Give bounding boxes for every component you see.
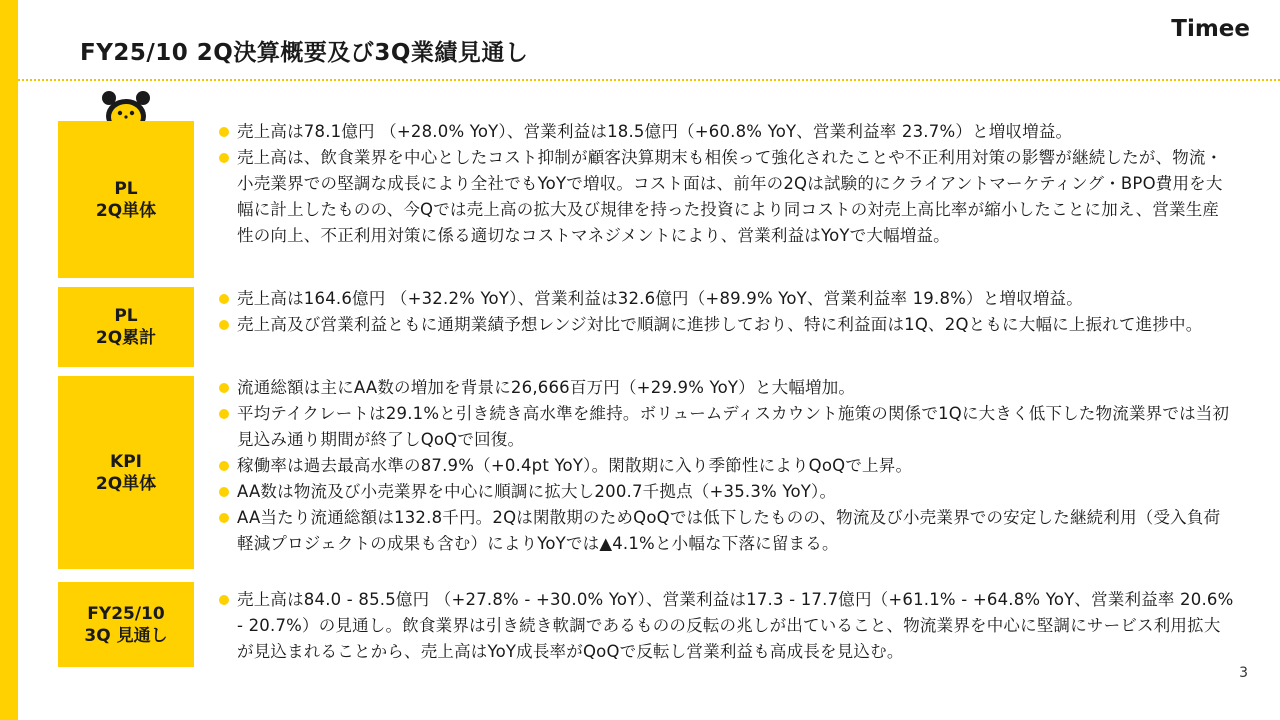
bullet-dot-icon [219, 461, 229, 471]
bullet-dot-icon [219, 409, 229, 419]
bullet-list-pl-2q-single [215, 119, 1235, 249]
section-label-line1: PL [114, 178, 138, 199]
bullet-item: 稼働率は過去最高水準の87.9%（+0.4pt YoY）。閑散期に入り季節性によりQoQで上昇。 [215, 453, 1235, 479]
bullet-item: AA数は物流及び小売業界を中心に順調に拡大し200.7千拠点（+35.3% YoY）。 [215, 479, 1235, 505]
bullet-item: 平均テイクレートは29.1%と引き続き高水準を維持。ボリュームディスカウント施策の関係で1Qに大きく低下した物流業界では当初見込み通り期間が終了しQoQで回復。 [215, 401, 1235, 453]
bullet-dot-icon [219, 294, 229, 304]
section-label-kpi-2q-single [58, 376, 194, 569]
panda-mascot-icon [100, 86, 152, 122]
timee-logo: Timee [1171, 16, 1250, 42]
bullet-dot-icon [219, 383, 229, 393]
left-accent-bar [0, 0, 18, 720]
page-title: FY25/10 2Q決算概要及び3Q業績見通し [80, 40, 529, 66]
bullet-item: 流通総額は主にAA数の増加を背景に26,666百万円（+29.9% YoY）と大幅増加。 [215, 375, 1235, 401]
bullet-dot-icon [219, 595, 229, 605]
section-label-line2: 2Q累計 [95, 328, 157, 348]
bullet-item: 売上高は、飲食業界を中心としたコスト抑制が顧客決算期末も相俟って強化されたことや不正利用対策の影響が継続したが、物流・小売業界での堅調な成長により全社でもYoYで増収。コスト面は、前年の2Qは試験的にクライアントマーケティング・BPO費用を大幅に計上したものの、今Qでは売上高の拡大及び規律を持った投資により同コストの対売上高比率が縮小したことに加え、営業生産性の向上、不正利用対策に係る適切なコストマネジメントにより、営業利益はYoYで大幅増益。 [215, 145, 1235, 249]
bullet-list-fy25-3q-outlook [215, 587, 1235, 665]
page-number: 3 [1239, 665, 1248, 681]
bullet-dot-icon [219, 127, 229, 137]
bullet-item: 売上高及び営業利益ともに通期業績予想レンジ対比で順調に進捗しており、特に利益面は1Q、2Qともに大幅に上振れて進捗中。 [215, 312, 1235, 338]
section-label-pl-2q-cumulative [58, 287, 194, 367]
section-label-line1: PL [114, 306, 138, 326]
bullet-item: 売上高は164.6億円 （+32.2% YoY）、営業利益は32.6億円（+89.9% YoY、営業利益率 19.8%）と増収増益。 [215, 286, 1235, 312]
bullet-item: 売上高は84.0 - 85.5億円 （+27.8% - +30.0% YoY）、営業利益は17.3 - 17.7億円（+61.1% - +64.8% YoY、営業利益率 20.6% - 20.7%）の見通し。飲食業界は引き続き軟調であるものの反転の兆しが出ていること、物流業界を中心に堅調にサービス利用拡大が見込まれることから、売上高はYoY成長率がQoQで反転し営業利益も高成長を見込む。 [215, 587, 1235, 665]
bullet-item: AA当たり流通総額は132.8千円。2Qは閑散期のためQoQでは低下したものの、物流及び小売業界での安定した継続利用（受入負荷軽減プロジェクトの成果も含む）によりYoYでは▲4.1%と小幅な下落に留まる。 [215, 505, 1235, 557]
bullet-item: 売上高は78.1億円 （+28.0% YoY）、営業利益は18.5億円（+60.8% YoY、営業利益率 23.7%）と増収増益。 [215, 119, 1235, 145]
section-label-line1: FY25/10 [87, 603, 165, 624]
section-label-line2: 2Q単体 [95, 200, 157, 221]
bullet-list-kpi-2q-single [215, 375, 1235, 557]
bullet-dot-icon [219, 153, 229, 163]
section-label-line2: 3Q 見通し [84, 625, 168, 646]
section-label-pl-2q-single [58, 121, 194, 278]
title-divider [18, 79, 1280, 81]
section-label-line2: 2Q単体 [95, 473, 157, 494]
section-label-fy25-3q-outlook [58, 582, 194, 667]
bullet-list-pl-2q-cumulative [215, 286, 1235, 338]
bullet-dot-icon [219, 513, 229, 523]
bullet-dot-icon [219, 320, 229, 330]
section-label-line1: KPI [110, 451, 142, 472]
bullet-dot-icon [219, 487, 229, 497]
